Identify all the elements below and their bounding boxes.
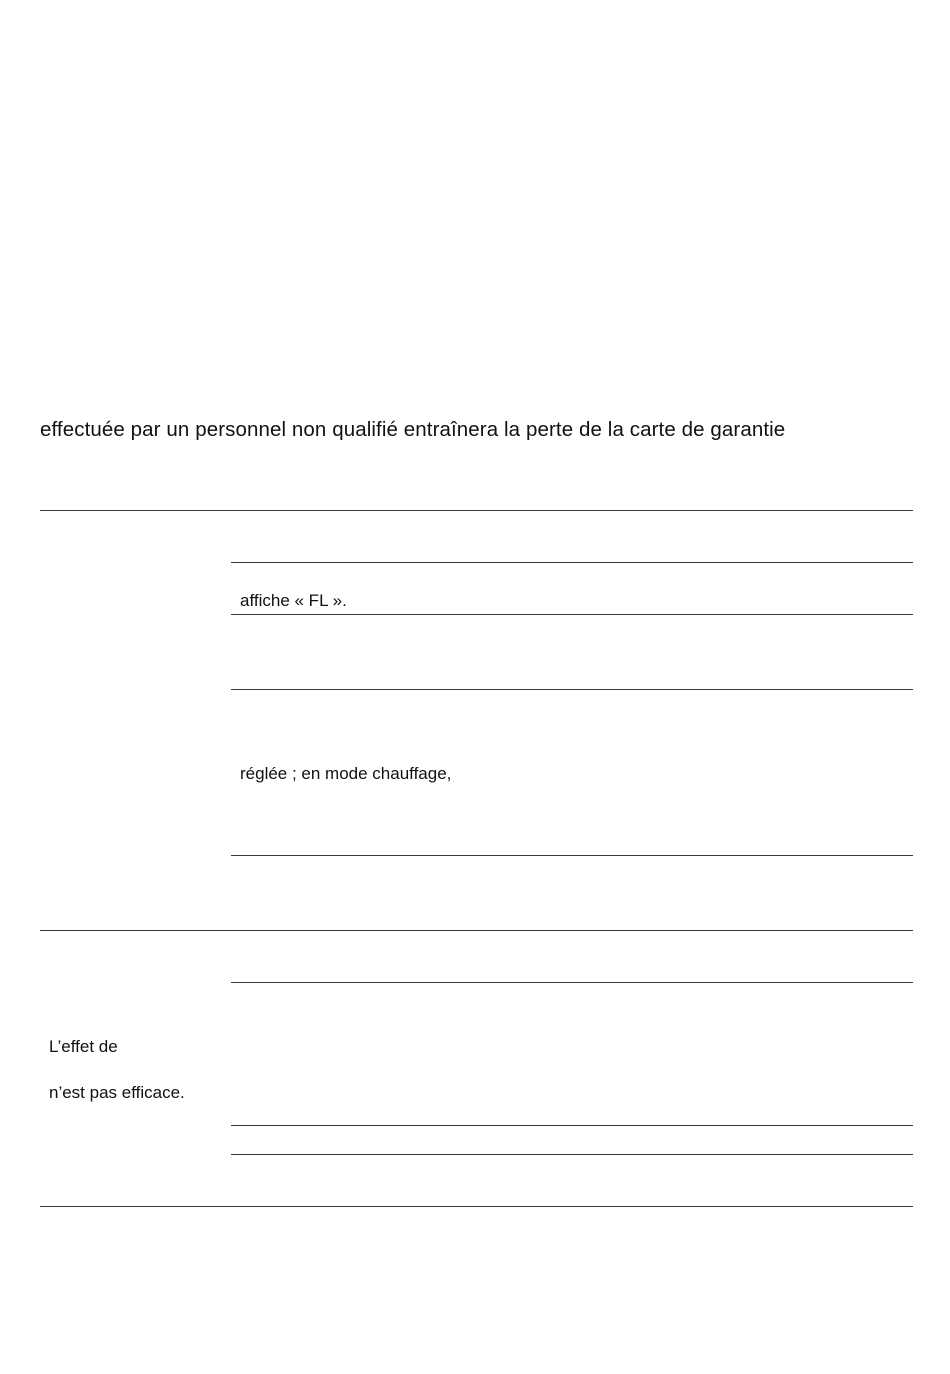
cell-problem-line-2: n’est pas efficace. [49, 1083, 185, 1102]
table-row-divider [231, 689, 913, 690]
table-row-divider [231, 1125, 913, 1126]
table-row-divider [231, 1154, 913, 1155]
table-row-divider [231, 614, 913, 615]
table-border-bottom [40, 1206, 913, 1207]
table-row-divider [231, 562, 913, 563]
table-border-top [40, 510, 913, 511]
table-section-border [40, 930, 913, 931]
intro-warning-text: effectuée par un personnel non qualifié entraînera la perte de la carte de garantie [40, 418, 786, 441]
table-row-divider [231, 982, 913, 983]
cell-problem-line-1: L’effet de [49, 1037, 118, 1056]
cell-fl-display-text: affiche « FL ». [240, 591, 347, 610]
cell-temperature-text: réglée ; en mode chauffage, [240, 764, 452, 783]
table-row-divider [231, 855, 913, 856]
